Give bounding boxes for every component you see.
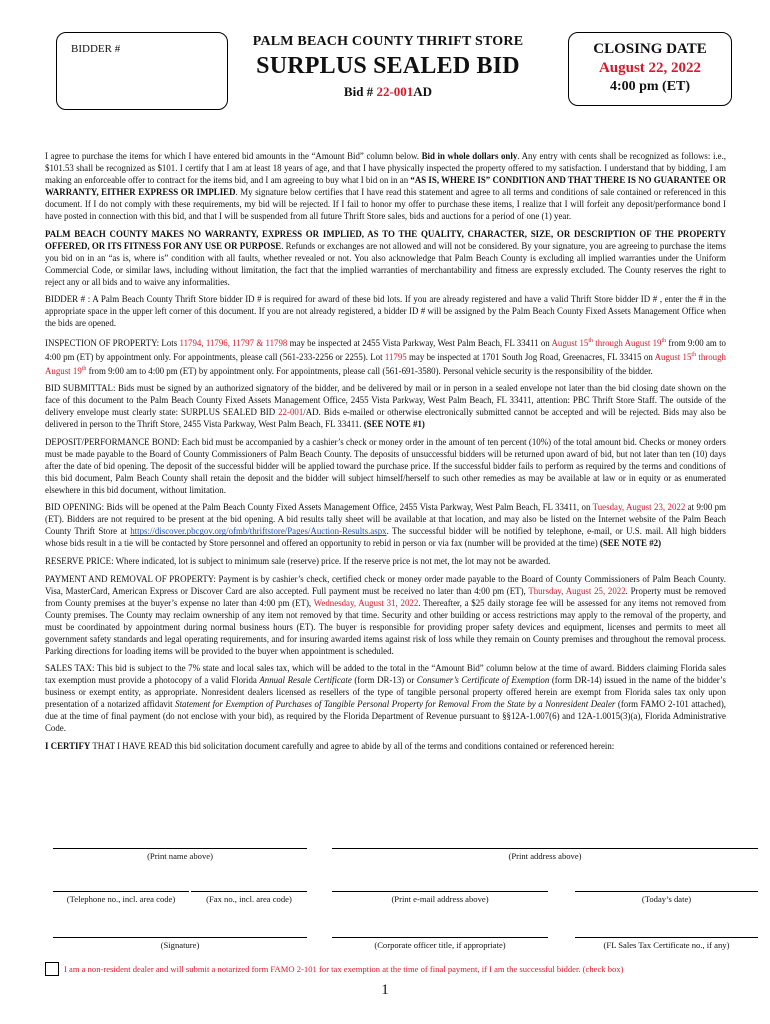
inspection-text-b: may be inspected at 2455 Vista Parkway, West Palm Beach, FL 33411 on bbox=[287, 337, 552, 348]
closing-date-label: CLOSING DATE bbox=[593, 41, 707, 57]
signature-row-1 bbox=[45, 848, 758, 870]
submittal-bid-number: 22-001 bbox=[278, 407, 304, 418]
telephone-field[interactable]: (Telephone no., incl. area code) bbox=[53, 891, 189, 904]
bid-number bbox=[238, 84, 538, 100]
bidder-number-field[interactable] bbox=[56, 32, 228, 110]
inspection-lots: 11794, 11796, 11797 & 11798 bbox=[179, 337, 288, 348]
opening-paragraph bbox=[45, 501, 726, 549]
document-title: SURPLUS SEALED BID bbox=[256, 53, 520, 79]
officer-title-field[interactable]: (Corporate officer title, if appropriate) bbox=[332, 937, 548, 950]
tax-text-b: (form DR-13) or bbox=[351, 675, 417, 686]
nonresident-dealer-checkbox[interactable] bbox=[45, 962, 59, 976]
closing-date: August 22, 2022 bbox=[598, 60, 702, 76]
intro-bold-as-is: “AS IS, WHERE IS” CONDITION AND THAT THERE IS NO GUARANTEE OR WARRANTY, EITHER EXPRESS OR IMPLIED bbox=[45, 175, 726, 197]
signature-field[interactable]: (Signature) bbox=[53, 937, 307, 950]
certify-text: THAT I HAVE READ this bid solicitation document carefully and agree to abide by all of the terms and conditions contained or referenced herein: bbox=[90, 740, 615, 751]
payment-text-b: . Property must be removed from County premises at the buyer’s expense no later than 4:00 pm (ET), bbox=[45, 585, 726, 608]
inspection-text-e: from 9:00 am to 4:00 pm (ET) by appointment only. For appointments, please call (561-691-3580). Personal vehicle security is the responsibility of the bidder. bbox=[86, 365, 653, 376]
tax-text-d: (form FAMO 2-101 attached), due at the time of final payment (do not enclose with your bid), as required by the Florida Department of Revenue pursuant to §§12A-1.007(6) and 12A-1.0015(3)(a), Florida Administrative Code. bbox=[45, 699, 727, 734]
tax-certificate-field[interactable]: (FL Sales Tax Certificate no., if any) bbox=[575, 937, 758, 950]
title-block bbox=[238, 34, 538, 100]
document-header bbox=[48, 26, 728, 114]
inspection-text-d: may be inspected at 1701 South Jog Road, Greenacres, FL 33415 on bbox=[406, 351, 655, 362]
tax-resale-certificate: Annual Resale Certificate bbox=[259, 675, 352, 686]
signature-row-3 bbox=[45, 937, 758, 959]
certify-paragraph bbox=[45, 740, 726, 752]
sales-tax-paragraph bbox=[45, 662, 726, 734]
submittal-paragraph bbox=[45, 382, 726, 430]
inspection-dates-2: August 15th through August 19th bbox=[45, 351, 726, 376]
print-address-field[interactable]: (Print address above) bbox=[332, 848, 758, 861]
removal-due-date: Wednesday, August 31, 2022 bbox=[313, 597, 419, 608]
auction-results-link[interactable]: https://discover.pbcgov.org/ofmb/thriftstore/Pages/Auction-Results.aspx bbox=[130, 526, 387, 537]
nonresident-dealer-label: I am a non-resident dealer and will submit a notarized form FAMO 2-101 for tax exemption at the time of final payment, if I am the successful bidder. (check box) bbox=[64, 964, 624, 974]
intro-text-d: . My signature below certifies that I have read this statement and agree to all terms and conditions of sale contained or referenced in this document. If I do not comply with these requirements, my bid will be rejected. If I fail to honor my offer to purchase these items, I realize that I will forfeit any deposit/performance bond I have posted in connection with this bid, and that I will be suspended from all future Thrift Store sales, bids and auctions for a period of one (1) year. bbox=[45, 187, 726, 221]
inspection-dates-1: August 15th through August 19th bbox=[551, 337, 667, 348]
inspection-lot-2: 11795 bbox=[384, 351, 407, 362]
deposit-paragraph: DEPOSIT/PERFORMANCE BOND: Each bid must be accompanied by a cashier’s check or money order in the amount of ten percent (10%) of the total amount bid. Checks or money orders must be made payable to the Board of County Commissioners of Palm Beach County. The deposits of unsuccessful bidders will be returned upon award of bid, but not later than ten (10) days after the date of bid opening. The deposit of the successful bidder will be applied toward the purchase price. If the successful bidder fails to perform as required by the terms and conditions of this bid document, Palm Beach County shall retain the deposit and the bidder will subject himself/herself to such other remedies as may be available at law or in equity or as enumerated elsewhere in this bid document, without limitation. bbox=[45, 436, 726, 495]
intro-text-a: I agree to purchase the items for which I have entered bid amounts in the “Amount Bid” column below. bbox=[45, 151, 422, 161]
payment-text-c: . Thereafter, a $25 daily storage fee will be assessed for any items not removed from County premises. The County may reclaim ownership of any item not removed by that time. Security and other building or access restrictions may apply to the removal of the property, and must be coordinated by appointment during normal business hours (ET). The buyer is responsible for providing proper safety devices and equipment, licenses and permits to meet all government safety standards and legal operating requirements, and for insuring awarded items against risk of loss while they remain on County premises and throughout the removal process. Parking directions for loading items will be provided to the buyer when appointment is scheduled. bbox=[45, 597, 726, 656]
submittal-text-b: /AD. Bids e-mailed or otherwise electronically submitted cannot be accepted and will be rejected. Bids may also be delivered in person to the Thrift Store, 2455 Vista Parkway, West Palm Beach, FL 33411. bbox=[45, 407, 726, 430]
submittal-text-a: BID SUBMITTAL: Bids must be signed by an authorized signatory of the bidder, and be delivered by mail or in person in a sealed envelope not later than the bid closing date shown on the face of this document to the Palm Beach County Fixed Assets Management Office, 2455 Vista Parkway, West Palm Beach, FL 33411, attention: PBC Thrift Store Staff. The outside of the delivery envelope must clearly state: SURPLUS SEALED BID bbox=[45, 383, 726, 418]
payment-due-date: Thursday, August 25, 2022 bbox=[528, 585, 626, 596]
tax-affidavit-title: Statement for Exemption of Purchases of Tangible Personal Property for Removal From the State by a Nonresident Dealer bbox=[175, 699, 616, 710]
tax-text-a: SALES TAX: This bid is subject to the 7% state and local sales tax, which will be added to the total in the “Amount Bid” column below at the time of award. Bidders claiming Florida sales tax exemption must provide a photocopy of a valid Florida bbox=[45, 663, 726, 686]
inspection-paragraph bbox=[45, 335, 726, 377]
print-name-field[interactable]: (Print name above) bbox=[53, 848, 307, 861]
payment-text-a: PAYMENT AND REMOVAL OF PROPERTY: Payment is by cashier’s check, certified check or money order made payable to the Board of County Commissioners of Palm Beach County. Visa, MasterCard, American Express or Discover Card are also accepted. Full payment must be received no later than 4:00 pm (ET), bbox=[45, 573, 726, 596]
warranty-text: . Refunds or exchanges are not allowed and will not be considered. By your signature, you are agreeing to purchase the items you bid on in an “as is, where is” condition with all faults, whether revealed or not. You also acknowledge that Palm Beach County is excluding all implied warranties under the Uniform Commercial Code, or similar laws, including without limitation, the fact that the implied warranties of merchantability and fitness are expressly excluded. The County reserves the right to reject any or all bids and to waive any informalities. bbox=[45, 240, 726, 287]
warranty-paragraph bbox=[45, 228, 726, 288]
bidder-number-label: BIDDER # bbox=[71, 43, 121, 55]
warranty-bold: PALM BEACH COUNTY MAKES NO WARRANTY, EXPRESS OR IMPLIED, AS TO THE QUALITY, CHARACTER, SIZE, OR DESCRIPTION OF THE PROPERTY OFFERED, OR ITS FITNESS FOR ANY USE OR PURPOSE bbox=[45, 228, 726, 251]
payment-paragraph bbox=[45, 573, 726, 657]
bid-number-prefix: Bid # bbox=[343, 84, 377, 99]
tax-exemption-certificate: Consumer’s Certificate of Exemption bbox=[416, 675, 550, 686]
bid-number-suffix: AD bbox=[413, 84, 433, 99]
bid-number-red: 22-001 bbox=[376, 84, 414, 99]
intro-bold-whole-dollars: Bid in whole dollars only bbox=[421, 151, 518, 161]
reserve-paragraph: RESERVE PRICE: Where indicated, lot is subject to minimum sale (reserve) price. If the reserve price is not met, the lot may not be awarded. bbox=[45, 556, 551, 567]
email-field[interactable]: (Print e-mail address above) bbox=[332, 891, 548, 904]
opening-note: (SEE NOTE #2) bbox=[599, 538, 662, 549]
inspection-text-c: from 9:00 am to 4:00 pm (ET) by appointment only. For appointments, please call (561-233-2256 or 2255). Lot bbox=[45, 337, 726, 362]
tax-text-c: (form DR-14) issued in the name of the bidder’s business or exempt entity, as appropriate. Nonresident dealers licensed as resellers of the type of tangible personal property offered herein are exempt from Florida sales tax only upon presentation of a notarized affidavit bbox=[45, 675, 726, 710]
intro-paragraph bbox=[45, 150, 726, 222]
bidder-number-paragraph: BIDDER # : A Palm Beach County Thrift Store bidder ID # is required for award of these bid lots. If you are already registered and have a valid Thrift Store bidder ID # , enter the # in the appropriate space in the upper left corner of this document. If you are not already registered, a bidder ID # will be assigned by the Palm Beach County Fixed Assets Management Office when the bids are opened. bbox=[45, 294, 726, 329]
closing-date-box bbox=[568, 32, 732, 106]
inspection-text-a: INSPECTION OF PROPERTY: Lots bbox=[45, 337, 180, 348]
terms-body bbox=[45, 150, 726, 757]
opening-date: Tuesday, August 23, 2022 bbox=[592, 502, 686, 513]
opening-text-b: at 9:00 pm (ET). Bidders are not required to be present at the bid opening. A bid results tally sheet will be available at that location, and may also be listed on the Internet website of the Palm Beach County Thrift Store at bbox=[45, 502, 727, 537]
certify-bold: I CERTIFY bbox=[45, 740, 91, 751]
store-name: PALM BEACH COUNTY THRIFT STORE bbox=[252, 34, 524, 49]
fax-field[interactable]: (Fax no., incl. area code) bbox=[191, 891, 307, 904]
date-field[interactable]: (Today’s date) bbox=[575, 891, 758, 904]
closing-time: 4:00 pm (ET) bbox=[609, 79, 691, 94]
opening-text-c: . The successful bidder will be notified by telephone, e-mail, or U.S. mail. All high bidders whose bids result in a tie will be contacted by Store personnel and offered an opportunity to rebid in person or via fax (number will be provided at the time) bbox=[45, 526, 726, 549]
signature-row-2 bbox=[45, 891, 758, 913]
intro-text-c: . Any entry with cents shall be recognized as follows: i.e., $101.53 shall be recognized as $101. I certify that I am at least 18 years of age, and that I have physically inspected the property offered to my satisfaction. I understand that by bidding, I am making an enforceable offer to contract for the items bid, and I am agreeing to buy what I bid on in an bbox=[45, 151, 727, 185]
opening-text-a: BID OPENING: Bids will be opened at the Palm Beach County Fixed Assets Management Office, 2455 Vista Parkway, West Palm Beach, FL 33411, on bbox=[45, 502, 593, 513]
submittal-note: (SEE NOTE #1) bbox=[363, 419, 425, 430]
page-number: 1 bbox=[381, 982, 389, 998]
